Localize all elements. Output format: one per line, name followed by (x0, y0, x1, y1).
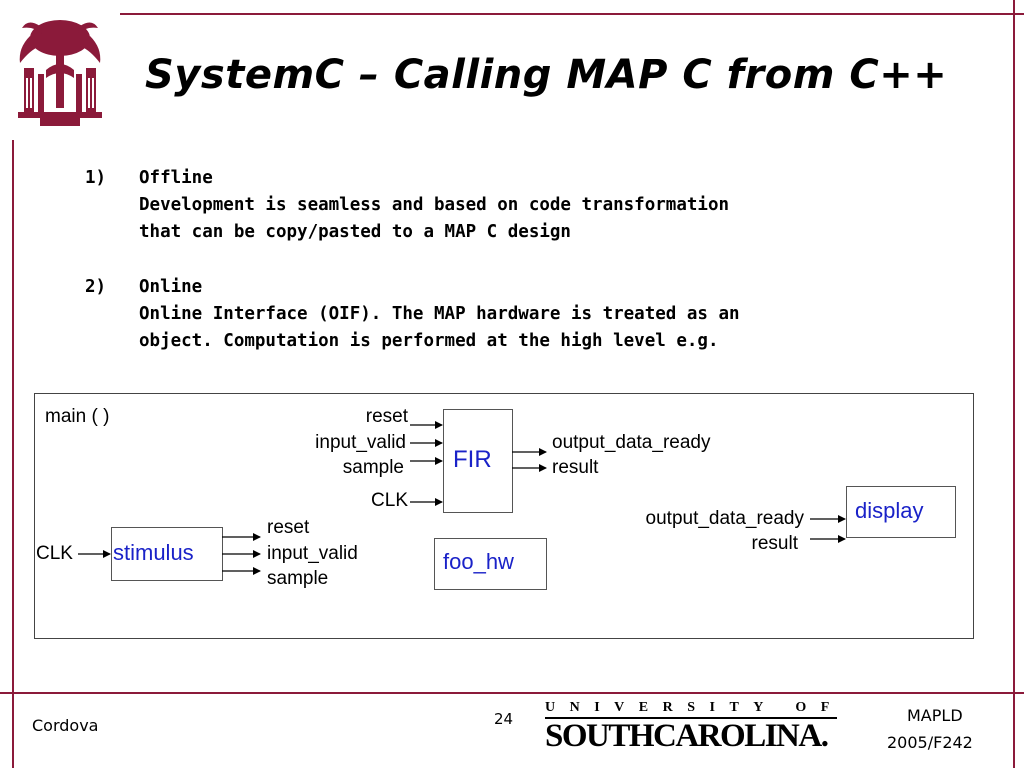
item-1-heading: Offline (139, 168, 213, 188)
fir-input-clk: CLK (371, 490, 408, 511)
item-2-line-2: object. Computation is performed at the high level e.g. (139, 331, 719, 351)
item-2-number: 2) (85, 277, 107, 297)
footer-conference-line-1: MAPLD (907, 706, 963, 725)
footer-author: Cordova (32, 716, 99, 735)
item-1-line-2: that can be copy/pasted to a MAP C design (139, 222, 571, 242)
university-wordmark-logo (545, 700, 845, 760)
stimulus-output-sample: sample (267, 568, 329, 589)
fir-input-reset: reset (365, 406, 408, 427)
stimulus-output-reset: reset (267, 517, 310, 538)
fir-output-result: result (552, 457, 599, 478)
display-input-ready: output_data_ready (645, 508, 804, 529)
foo-hw-label: foo_hw (443, 549, 514, 574)
wordmark-top: UNIVERSITY OF (545, 700, 844, 715)
fir-input-sample: sample (342, 457, 404, 478)
item-1-number: 1) (85, 168, 107, 188)
item-2-line-1: Online Interface (OIF). The MAP hardware is treated as an (139, 304, 740, 324)
fir-input-valid: input_valid (315, 432, 406, 453)
item-2-heading: Online (139, 277, 203, 297)
footer-page-number: 24 (494, 710, 514, 728)
display-input-result: result (751, 533, 798, 554)
stimulus-output-valid: input_valid (267, 543, 358, 564)
main-label: main ( ) (45, 406, 110, 427)
stimulus-label: stimulus (113, 540, 194, 565)
display-label: display (855, 498, 924, 523)
wordmark-bottom: SOUTHCAROLINA. (545, 718, 828, 754)
stimulus-input-clk: CLK (36, 543, 73, 564)
footer-conference-line-2: 2005/F242 (887, 733, 973, 752)
fir-label: FIR (453, 446, 492, 473)
fir-output-ready: output_data_ready (552, 432, 711, 453)
item-1-line-1: Development is seamless and based on code transformation (139, 195, 730, 215)
slide-title: SystemC – Calling MAP C from C++ (145, 52, 948, 98)
